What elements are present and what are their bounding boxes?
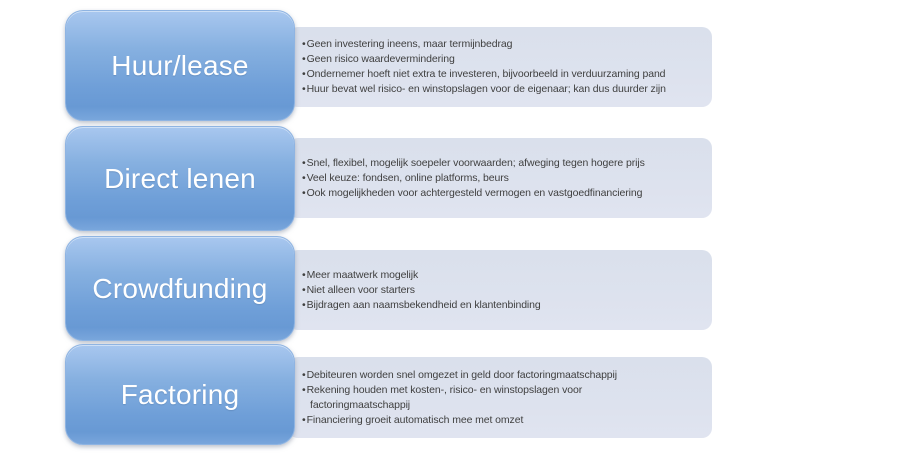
bullet-item: • Huur bevat wel risico- en winstopslagen voor de eigenaar; kan dus duurder zijn <box>302 82 706 97</box>
category-box-crowdfunding <box>65 236 295 341</box>
bullet-item: • Veel keuze: fondsen, online platforms, beurs <box>302 171 706 186</box>
details-panel-crowdfunding <box>288 250 712 330</box>
bullet-item: • Financiering groeit automatisch mee met omzet <box>302 413 706 428</box>
category-title-crowdfunding: Crowdfunding <box>92 272 268 304</box>
bullet-item: • Snel, flexibel, mogelijk soepeler voorwaarden; afweging tegen hogere prijs <box>302 156 706 171</box>
bullet-list-direct-lenen <box>288 156 712 201</box>
bullet-item: • Meer maatwerk mogelijk <box>302 268 706 283</box>
bullet-item: • Geen investering ineens, maar termijnbedrag <box>302 37 706 52</box>
bullet-item: • Geen risico waardevermindering <box>302 52 706 67</box>
category-title-factoring: Factoring <box>120 378 240 410</box>
bullet-item: • Debiteuren worden snel omgezet in geld door factoringmaatschappij <box>302 368 706 383</box>
bullet-item: • Bijdragen aan naamsbekendheid en klantenbinding <box>302 298 706 313</box>
category-box-direct-lenen <box>65 126 295 231</box>
bullet-list-crowdfunding <box>288 268 712 313</box>
bullet-item: • Ondernemer hoeft niet extra te investeren, bijvoorbeeld in verduurzaming pand <box>302 67 706 82</box>
category-title-huur-lease: Huur/lease <box>111 49 249 81</box>
category-box-factoring <box>65 344 295 445</box>
bullet-list-factoring <box>288 368 712 428</box>
bullet-item: • Niet alleen voor starters <box>302 283 706 298</box>
bullet-list-huur-lease <box>288 37 712 97</box>
bullet-item: • Rekening houden met kosten-, risico- en winstopslagen voor factoringmaatschappij <box>302 383 706 413</box>
category-box-huur-lease <box>65 10 295 121</box>
category-title-direct-lenen: Direct lenen <box>104 162 256 194</box>
bullet-item: • Ook mogelijkheden voor achtergesteld vermogen en vastgoedfinanciering <box>302 186 706 201</box>
details-panel-direct-lenen <box>288 138 712 218</box>
details-panel-factoring <box>288 357 712 438</box>
details-panel-huur-lease <box>288 27 712 107</box>
